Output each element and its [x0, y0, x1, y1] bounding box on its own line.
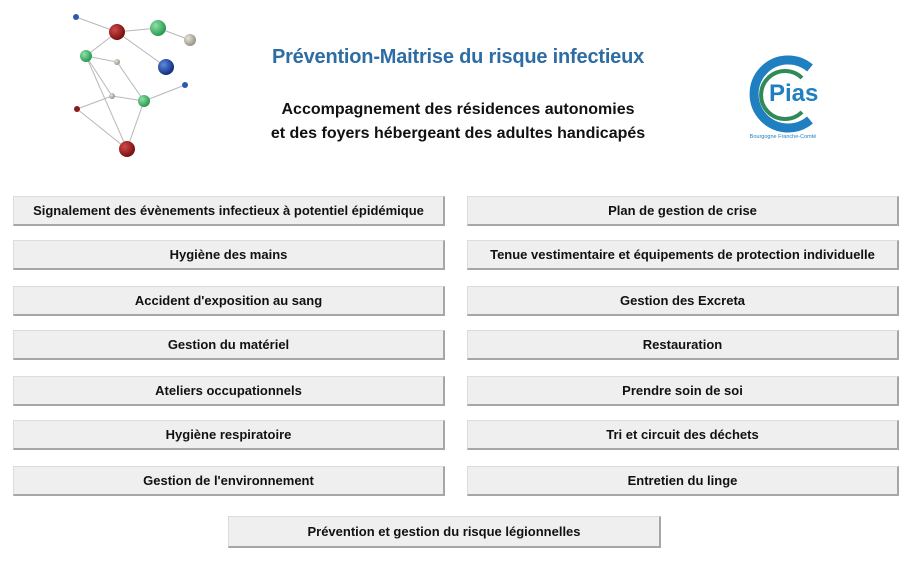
- entretien-linge-button[interactable]: Entretien du linge: [467, 466, 899, 496]
- subtitle-line-2: et des foyers hébergeant des adultes handicapés: [270, 125, 646, 142]
- network-node: [109, 24, 125, 40]
- restauration-button[interactable]: Restauration: [467, 330, 899, 360]
- gestion-excreta-button[interactable]: Gestion des Excreta: [467, 286, 899, 316]
- network-node: [114, 59, 120, 65]
- ateliers-occupationnels-button[interactable]: Ateliers occupationnels: [13, 376, 445, 406]
- hygiene-respiratoire-button[interactable]: Hygiène respiratoire: [13, 420, 445, 450]
- network-node: [182, 82, 188, 88]
- subtitle-line-1: Accompagnement des résidences autonomies: [281, 101, 635, 118]
- gestion-materiel-button[interactable]: Gestion du matériel: [13, 330, 445, 360]
- network-node: [73, 14, 79, 20]
- page-subtitle: [230, 98, 686, 146]
- network-node: [119, 141, 135, 157]
- tenue-vestimentaire-button[interactable]: Tenue vestimentaire et équipements de protection individuelle: [467, 240, 899, 270]
- molecule-network-illustration: [60, 8, 210, 163]
- legionnelles-button[interactable]: Prévention et gestion du risque légionnelles: [228, 516, 661, 548]
- network-node: [74, 106, 80, 112]
- network-node: [138, 95, 150, 107]
- cpias-logo: [738, 54, 828, 144]
- page-title: Prévention-Maitrise du risque infectieux: [271, 46, 645, 68]
- logo-region-text: Bourgogne Franche-Comté: [749, 134, 817, 140]
- prendre-soin-button[interactable]: Prendre soin de soi: [467, 376, 899, 406]
- tri-dechets-button[interactable]: Tri et circuit des déchets: [467, 420, 899, 450]
- gestion-environnement-button[interactable]: Gestion de l'environnement: [13, 466, 445, 496]
- logo-text: Pias: [769, 80, 819, 107]
- network-node: [109, 93, 115, 99]
- network-node: [150, 20, 166, 36]
- network-node: [80, 50, 92, 62]
- accident-exposition-button[interactable]: Accident d'exposition au sang: [13, 286, 445, 316]
- network-node: [158, 59, 174, 75]
- hygiene-mains-button[interactable]: Hygiène des mains: [13, 240, 445, 270]
- signalement-button[interactable]: Signalement des évènements infectieux à potentiel épidémique: [13, 196, 445, 226]
- network-node: [184, 34, 196, 46]
- plan-gestion-crise-button[interactable]: Plan de gestion de crise: [467, 196, 899, 226]
